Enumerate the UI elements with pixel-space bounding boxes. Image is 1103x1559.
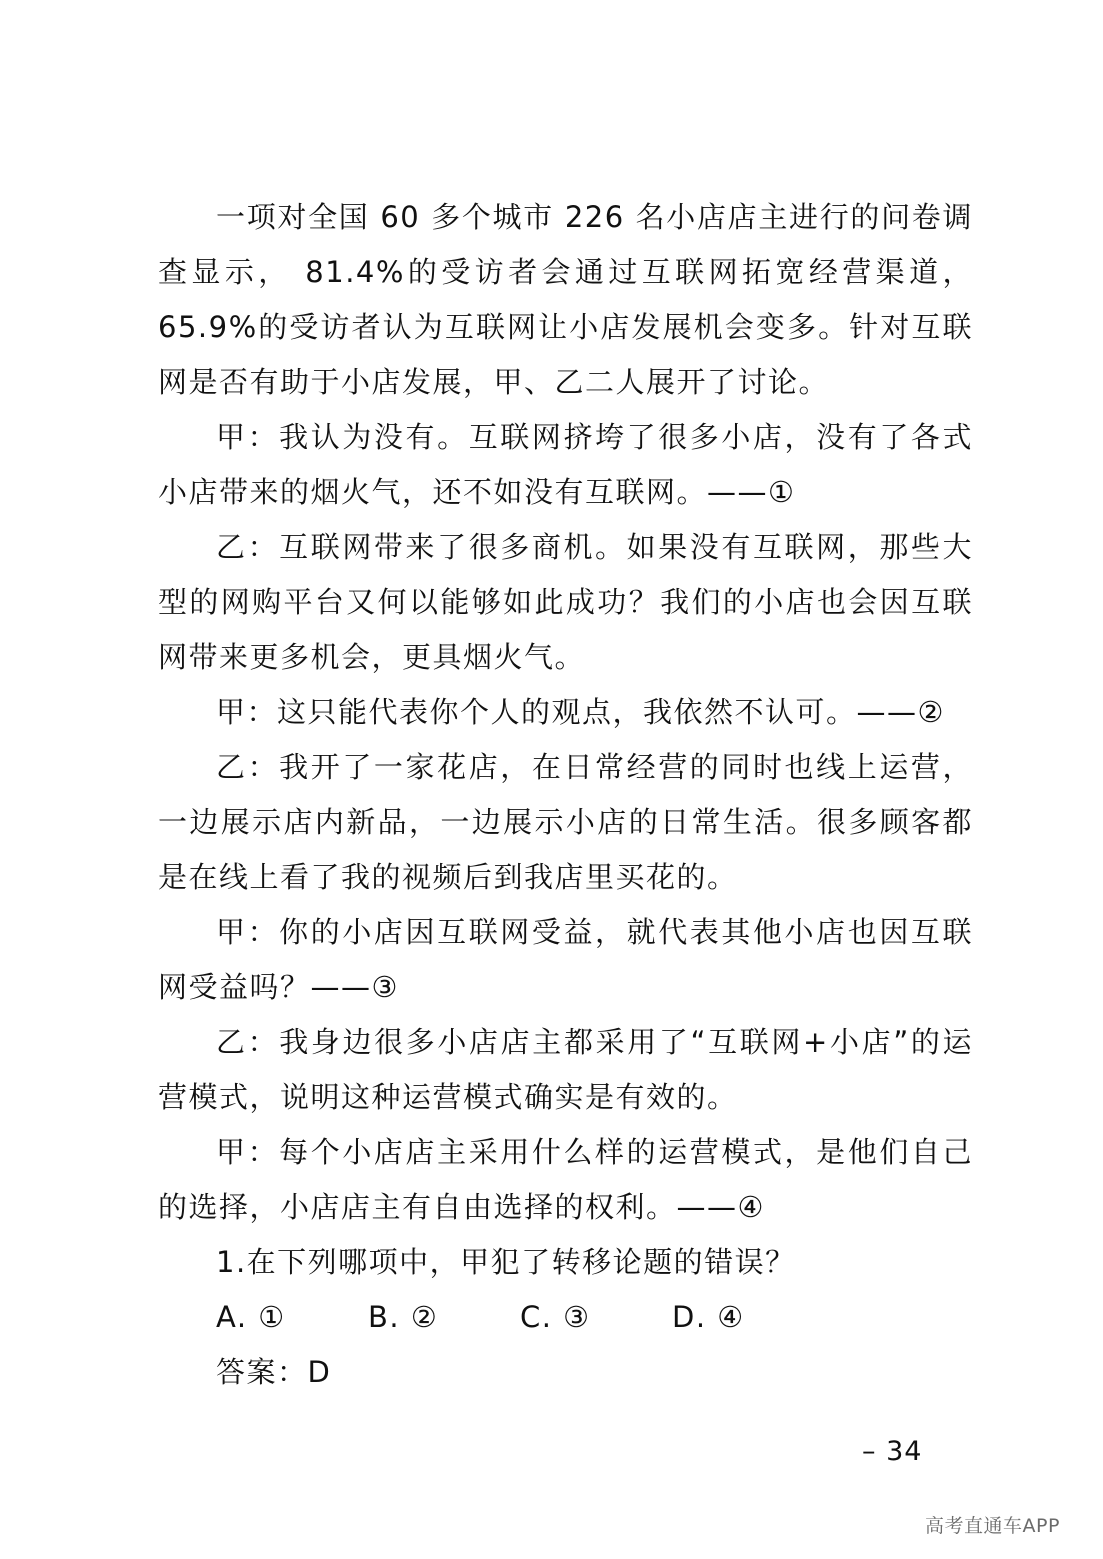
dialogue-paragraph-jia-1: 甲：我认为没有。互联网挤垮了很多小店，没有了各式小店带来的烟火气，还不如没有互联网。——① — [158, 420, 973, 509]
answer-options — [216, 1290, 973, 1345]
dialogue-paragraph-jia-4: 甲：每个小店店主采用什么样的运营模式，是他们自己的选择，小店店主有自由选择的权利。——④ — [158, 1135, 973, 1224]
dialogue-paragraph-yi-3: 乙：我身边很多小店店主都采用了“互联网+小店”的运营模式，说明这种运营模式确实是有效的。 — [158, 1025, 973, 1114]
dialogue-paragraph-yi-1: 乙：互联网带来了很多商机。如果没有互联网，那些大型的网购平台又何以能够如此成功？我们的小店也会因互联网带来更多机会，更具烟火气。 — [158, 530, 973, 674]
option-a: A. ① — [216, 1300, 286, 1334]
option-b: B. ② — [368, 1300, 439, 1334]
document-body — [158, 190, 973, 1400]
answer-text: 答案：D — [216, 1355, 332, 1389]
page-number: – 34 — [862, 1436, 923, 1467]
dialogue-paragraph-jia-3: 甲：你的小店因互联网受益，就代表其他小店也因互联网受益吗？——③ — [158, 915, 973, 1004]
option-d: D. ④ — [672, 1300, 745, 1334]
dialogue-paragraph-yi-2: 乙：我开了一家花店，在日常经营的同时也线上运营，一边展示店内新品，一边展示小店的日常生活。很多顾客都是在线上看了我的视频后到我店里买花的。 — [158, 750, 973, 894]
intro-paragraph: 一项对全国 60 多个城市 226 名小店店主进行的问卷调查显示， 81.4%的受访者会通过互联网拓宽经营渠道，65.9%的受访者认为互联网让小店发展机会变多。针对互联网是否有助于小店发展，甲、乙二人展开了讨论。 — [158, 200, 973, 399]
dialogue-paragraph-jia-2: 甲：这只能代表你个人的观点，我依然不认可。——② — [216, 695, 945, 729]
option-c: C. ③ — [520, 1300, 591, 1334]
question-text: 1.在下列哪项中，甲犯了转移论题的错误？ — [216, 1245, 796, 1279]
watermark: 高考直通车APP — [925, 1515, 1060, 1537]
